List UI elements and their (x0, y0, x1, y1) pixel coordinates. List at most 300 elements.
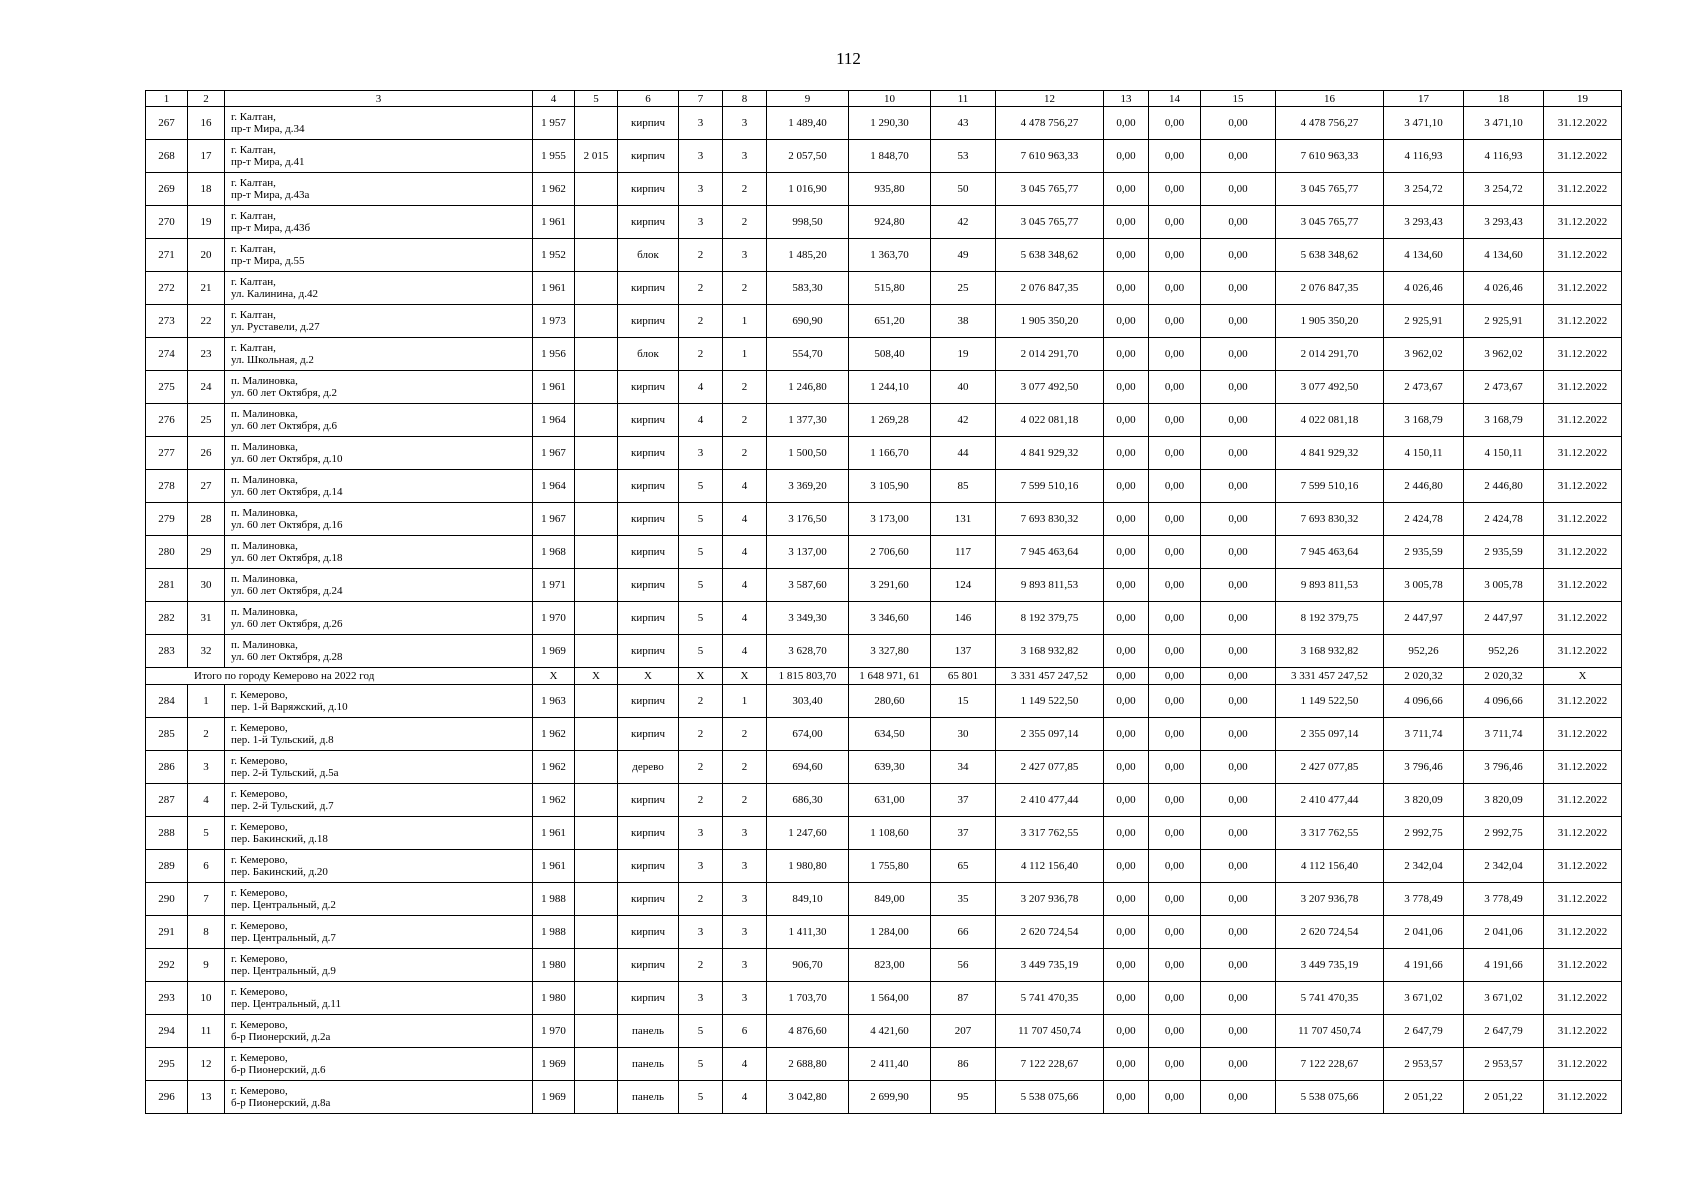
table-cell: 3 168,79 (1384, 404, 1464, 437)
table-cell: 0,00 (1201, 338, 1276, 371)
table-cell: 508,40 (849, 338, 931, 371)
table-cell: 1 964 (533, 470, 575, 503)
table-cell: 31.12.2022 (1544, 338, 1622, 371)
table-cell: 278 (146, 470, 188, 503)
table-cell: 3 293,43 (1384, 206, 1464, 239)
table-cell: 5 538 075,66 (1276, 1081, 1384, 1114)
table-cell: 31.12.2022 (1544, 784, 1622, 817)
table-cell: 0,00 (1201, 140, 1276, 173)
address-line: г. Кемерово, (231, 953, 288, 965)
table-cell: 31.12.2022 (1544, 916, 1622, 949)
table-cell: 0,00 (1104, 817, 1149, 850)
address-line: г. Кемерово, (231, 722, 288, 734)
address-cell (225, 107, 533, 140)
address-cell (225, 140, 533, 173)
table-cell: 30 (188, 569, 225, 602)
address-line: пер. 1-й Варяжский, д.10 (231, 701, 348, 713)
table-cell: 2 057,50 (767, 140, 849, 173)
table-cell: 1 961 (533, 206, 575, 239)
address-line: г. Калтан, (231, 111, 276, 123)
address-line: ул. Калинина, д.42 (231, 288, 318, 300)
column-number-cell: 6 (618, 91, 679, 107)
table-cell: 2 014 291,70 (1276, 338, 1384, 371)
address-line: пер. 2-й Тульский, д.7 (231, 800, 334, 812)
address-cell (225, 206, 533, 239)
table-cell: 1 166,70 (849, 437, 931, 470)
address-cell (225, 569, 533, 602)
table-cell: 131 (931, 503, 996, 536)
table-cell: 9 893 811,53 (996, 569, 1104, 602)
table-row (146, 107, 1622, 140)
table-cell: 4 (723, 470, 767, 503)
address-line: г. Калтан, (231, 210, 276, 222)
table-cell: 0,00 (1149, 718, 1201, 751)
table-cell: 7 945 463,64 (1276, 536, 1384, 569)
table-cell: 0,00 (1201, 272, 1276, 305)
table-cell: 4 112 156,40 (996, 850, 1104, 883)
table-cell: 31.12.2022 (1544, 173, 1622, 206)
address-cell (225, 916, 533, 949)
table-cell: 0,00 (1149, 916, 1201, 949)
table-cell: 849,00 (849, 883, 931, 916)
table-cell: 3 711,74 (1464, 718, 1544, 751)
address-line: пер. Центральный, д.2 (231, 899, 336, 911)
table-cell: 31.12.2022 (1544, 1015, 1622, 1048)
column-number-cell: 14 (1149, 91, 1201, 107)
table-cell: 1 016,90 (767, 173, 849, 206)
table-cell: 0,00 (1149, 371, 1201, 404)
table-cell: 5 638 348,62 (996, 239, 1104, 272)
address-cell (225, 239, 533, 272)
table-cell: 0,00 (1104, 916, 1149, 949)
table-cell: 3 331 457 247,52 (996, 668, 1104, 685)
table-cell: 1 246,80 (767, 371, 849, 404)
table-row (146, 437, 1622, 470)
table-cell: 0,00 (1201, 850, 1276, 883)
table-cell: 271 (146, 239, 188, 272)
table-cell: 17 (188, 140, 225, 173)
table-cell: 3 077 492,50 (996, 371, 1104, 404)
table-cell: 2 076 847,35 (996, 272, 1104, 305)
table-cell: 0,00 (1104, 173, 1149, 206)
address-cell (225, 982, 533, 1015)
table-cell: 1 962 (533, 751, 575, 784)
table-cell: 1 269,28 (849, 404, 931, 437)
table-cell: 37 (931, 784, 996, 817)
table-cell: 2 (723, 173, 767, 206)
address-line: г. Кемерово, (231, 755, 288, 767)
table-cell: 5 (679, 569, 723, 602)
address-line: пр-т Мира, д.34 (231, 123, 305, 135)
table-row (146, 173, 1622, 206)
address-line: ул. Руставели, д.27 (231, 321, 320, 333)
table-cell: 690,90 (767, 305, 849, 338)
table-cell: 22 (188, 305, 225, 338)
table-cell: 44 (931, 437, 996, 470)
table-cell: 3 820,09 (1464, 784, 1544, 817)
table-cell (575, 949, 618, 982)
table-cell: 1 961 (533, 371, 575, 404)
address-line: п. Малиновка, (231, 441, 298, 453)
table-cell: 0,00 (1201, 470, 1276, 503)
table-cell: 1 815 803,70 (767, 668, 849, 685)
table-cell: 0,00 (1149, 140, 1201, 173)
table-cell: 3 449 735,19 (1276, 949, 1384, 982)
table-cell: 42 (931, 404, 996, 437)
table-cell: 2 020,32 (1384, 668, 1464, 685)
table-cell: 0,00 (1149, 239, 1201, 272)
table-cell: 3 254,72 (1384, 173, 1464, 206)
table-cell: 0,00 (1201, 437, 1276, 470)
table-cell: 0,00 (1104, 536, 1149, 569)
address-cell (225, 338, 533, 371)
table-cell: 2 015 (575, 140, 618, 173)
table-cell: 0,00 (1104, 404, 1149, 437)
table-cell: 5 (679, 470, 723, 503)
table-cell: 3 471,10 (1384, 107, 1464, 140)
table-cell: 0,00 (1149, 305, 1201, 338)
address-cell (225, 784, 533, 817)
table-cell: 43 (931, 107, 996, 140)
table-cell: кирпич (618, 404, 679, 437)
address-cell (225, 1048, 533, 1081)
table-cell: 3 (679, 982, 723, 1015)
address-cell (225, 817, 533, 850)
address-cell (225, 635, 533, 668)
table-cell: 19 (188, 206, 225, 239)
table-cell: 146 (931, 602, 996, 635)
address-line: г. Калтан, (231, 144, 276, 156)
table-cell: 3 077 492,50 (1276, 371, 1384, 404)
table-cell: 3 (679, 206, 723, 239)
address-line: б-р Пионерский, д.2а (231, 1031, 331, 1043)
address-line: пр-т Мира, д.43а (231, 189, 310, 201)
table-cell: 65 (931, 850, 996, 883)
table-cell: 0,00 (1201, 784, 1276, 817)
table-cell: 7 599 510,16 (996, 470, 1104, 503)
table-cell: 1 149 522,50 (1276, 685, 1384, 718)
table-cell: 5 638 348,62 (1276, 239, 1384, 272)
column-number-cell: 17 (1384, 91, 1464, 107)
table-cell: кирпич (618, 916, 679, 949)
table-cell: 95 (931, 1081, 996, 1114)
table-cell: 1 905 350,20 (996, 305, 1104, 338)
address-line: пр-т Мира, д.41 (231, 156, 305, 168)
table-cell: 0,00 (1201, 1015, 1276, 1048)
column-number-row (146, 91, 1622, 107)
table-cell: 0,00 (1149, 338, 1201, 371)
address-cell (225, 751, 533, 784)
table-cell: 5 (679, 635, 723, 668)
table-cell: 3 (723, 239, 767, 272)
address-line: п. Малиновка, (231, 540, 298, 552)
address-line: г. Кемерово, (231, 986, 288, 998)
table-cell: 1 969 (533, 635, 575, 668)
table-cell: 0,00 (1149, 173, 1201, 206)
table-cell: 2 076 847,35 (1276, 272, 1384, 305)
table-cell: 0,00 (1104, 140, 1149, 173)
table-cell: 0,00 (1104, 569, 1149, 602)
address-line: г. Калтан, (231, 276, 276, 288)
table-row (146, 371, 1622, 404)
table-cell: 0,00 (1201, 371, 1276, 404)
table-row (146, 1015, 1622, 1048)
table-cell: 1 952 (533, 239, 575, 272)
table-cell: 634,50 (849, 718, 931, 751)
table-cell: 2 410 477,44 (1276, 784, 1384, 817)
table-cell: 1 363,70 (849, 239, 931, 272)
table-cell: кирпич (618, 173, 679, 206)
table-cell: 3 (723, 140, 767, 173)
address-cell (225, 536, 533, 569)
table-cell: 3 (679, 107, 723, 140)
table-cell: 1 971 (533, 569, 575, 602)
table-cell: 2 688,80 (767, 1048, 849, 1081)
table-cell: 207 (931, 1015, 996, 1048)
table-row (146, 206, 1622, 239)
table-cell: 3 176,50 (767, 503, 849, 536)
table-cell (575, 883, 618, 916)
table-cell: 31.12.2022 (1544, 635, 1622, 668)
table-cell: 1 247,60 (767, 817, 849, 850)
table-cell: 0,00 (1149, 635, 1201, 668)
table-cell: 0,00 (1104, 668, 1149, 685)
address-line: г. Кемерово, (231, 689, 288, 701)
table-cell (575, 470, 618, 503)
table-cell: кирпич (618, 883, 679, 916)
table-cell: 13 (188, 1081, 225, 1114)
table-cell: 4 (723, 569, 767, 602)
table-cell: 3 (679, 850, 723, 883)
table-cell: 2 953,57 (1464, 1048, 1544, 1081)
table-cell: 2 424,78 (1384, 503, 1464, 536)
table-cell (575, 1048, 618, 1081)
address-line: б-р Пионерский, д.8а (231, 1097, 331, 1109)
table-cell: 1 (723, 305, 767, 338)
table-cell: 3 (723, 817, 767, 850)
table-cell: 0,00 (1201, 751, 1276, 784)
table-cell: 2 051,22 (1384, 1081, 1464, 1114)
table-cell: 21 (188, 272, 225, 305)
table-cell: 3 005,78 (1464, 569, 1544, 602)
table-cell: 1 500,50 (767, 437, 849, 470)
table-cell: 4 096,66 (1384, 685, 1464, 718)
column-number-cell: 10 (849, 91, 931, 107)
table-cell: 1 (723, 338, 767, 371)
table-cell: 31.12.2022 (1544, 883, 1622, 916)
address-cell (225, 685, 533, 718)
table-cell: 1 961 (533, 817, 575, 850)
table-cell: 2 446,80 (1384, 470, 1464, 503)
address-cell (225, 602, 533, 635)
table-cell: 27 (188, 470, 225, 503)
table-cell: 0,00 (1201, 404, 1276, 437)
table-cell: 31.12.2022 (1544, 470, 1622, 503)
table-cell (575, 1081, 618, 1114)
table-cell: 3 (723, 107, 767, 140)
table-cell: кирпич (618, 536, 679, 569)
table-cell: 56 (931, 949, 996, 982)
table-cell: 3 449 735,19 (996, 949, 1104, 982)
table-cell: 3 331 457 247,52 (1276, 668, 1384, 685)
table-cell: кирпич (618, 437, 679, 470)
table-cell: 0,00 (1104, 850, 1149, 883)
table-cell: панель (618, 1081, 679, 1114)
table-cell: 3 (679, 916, 723, 949)
table-cell: 18 (188, 173, 225, 206)
table-cell: 31.12.2022 (1544, 503, 1622, 536)
table-row (146, 635, 1622, 668)
table-cell: 137 (931, 635, 996, 668)
table-cell: 2 992,75 (1464, 817, 1544, 850)
table-cell: 1 980 (533, 949, 575, 982)
address-line: п. Малиновка, (231, 408, 298, 420)
table-cell: 286 (146, 751, 188, 784)
table-cell: 290 (146, 883, 188, 916)
table-cell: 3 045 765,77 (1276, 173, 1384, 206)
column-number-cell: 13 (1104, 91, 1149, 107)
table-cell: 3 (723, 916, 767, 949)
table-cell (575, 272, 618, 305)
table-cell: 7 122 228,67 (996, 1048, 1104, 1081)
table-cell: 4 134,60 (1464, 239, 1544, 272)
table-cell: 1 980 (533, 982, 575, 1015)
table-cell: 4 (723, 1048, 767, 1081)
table-cell: 1 962 (533, 718, 575, 751)
table-cell: 10 (188, 982, 225, 1015)
table-cell: 25 (931, 272, 996, 305)
table-cell (575, 503, 618, 536)
table-cell: 3 671,02 (1384, 982, 1464, 1015)
address-line: п. Малиновка, (231, 474, 298, 486)
table-cell: 2 992,75 (1384, 817, 1464, 850)
table-cell: 0,00 (1201, 602, 1276, 635)
table-cell: 906,70 (767, 949, 849, 982)
table-cell: 3 045 765,77 (1276, 206, 1384, 239)
table-cell: 651,20 (849, 305, 931, 338)
table-cell: 279 (146, 503, 188, 536)
table-cell: 3 (679, 173, 723, 206)
table-cell: 2 647,79 (1464, 1015, 1544, 1048)
table-cell: 3 471,10 (1464, 107, 1544, 140)
address-cell (225, 173, 533, 206)
table-cell: 270 (146, 206, 188, 239)
table-cell: 3 369,20 (767, 470, 849, 503)
table-cell: 0,00 (1104, 107, 1149, 140)
table-cell: 0,00 (1104, 602, 1149, 635)
table-cell: 0,00 (1104, 272, 1149, 305)
table-row (146, 140, 1622, 173)
column-number-cell: 5 (575, 91, 618, 107)
table-cell: 276 (146, 404, 188, 437)
table-cell: 0,00 (1201, 883, 1276, 916)
table-cell: 31 (188, 602, 225, 635)
table-cell: 0,00 (1149, 503, 1201, 536)
table-row (146, 718, 1622, 751)
table-cell: 0,00 (1104, 437, 1149, 470)
address-line: пер. Центральный, д.9 (231, 965, 336, 977)
table-cell (575, 569, 618, 602)
table-cell: 53 (931, 140, 996, 173)
table-cell: 0,00 (1149, 685, 1201, 718)
table-cell: 2 (723, 751, 767, 784)
table-row (146, 685, 1622, 718)
table-cell: 1 970 (533, 1015, 575, 1048)
table-cell (575, 602, 618, 635)
address-line: п. Малиновка, (231, 507, 298, 519)
table-cell: 3 005,78 (1384, 569, 1464, 602)
table-cell: 4 841 929,32 (996, 437, 1104, 470)
table-cell: 0,00 (1149, 437, 1201, 470)
table-cell: 2 706,60 (849, 536, 931, 569)
table-cell (575, 916, 618, 949)
table-cell: 0,00 (1104, 1015, 1149, 1048)
table-cell: 0,00 (1104, 305, 1149, 338)
table-cell: 280 (146, 536, 188, 569)
table-cell: 3 (679, 817, 723, 850)
table-cell: X (723, 668, 767, 685)
table-cell: 4 191,66 (1384, 949, 1464, 982)
table-cell: 0,00 (1149, 1015, 1201, 1048)
table-cell: 1 988 (533, 883, 575, 916)
table-cell: 2 935,59 (1384, 536, 1464, 569)
table-cell: 0,00 (1201, 635, 1276, 668)
column-number-cell: 7 (679, 91, 723, 107)
table-cell: кирпич (618, 371, 679, 404)
table-cell: 8 192 379,75 (1276, 602, 1384, 635)
address-line: г. Кемерово, (231, 821, 288, 833)
column-number-cell: 12 (996, 91, 1104, 107)
address-line: г. Кемерово, (231, 854, 288, 866)
table-cell: 2 935,59 (1464, 536, 1544, 569)
table-cell: 268 (146, 140, 188, 173)
table-cell: 38 (931, 305, 996, 338)
table-cell: 4 150,11 (1384, 437, 1464, 470)
table-cell: 272 (146, 272, 188, 305)
address-line: г. Кемерово, (231, 887, 288, 899)
table-cell: 2 473,67 (1384, 371, 1464, 404)
address-cell (225, 305, 533, 338)
table-cell: 6 (723, 1015, 767, 1048)
table-cell: 935,80 (849, 173, 931, 206)
table-cell: 12 (188, 1048, 225, 1081)
table-cell: 35 (931, 883, 996, 916)
table-cell: 3 796,46 (1384, 751, 1464, 784)
table-cell: X (618, 668, 679, 685)
table-cell: 3 045 765,77 (996, 206, 1104, 239)
table-cell: 5 (679, 602, 723, 635)
column-number-cell: 15 (1201, 91, 1276, 107)
table-cell: 3 168,79 (1464, 404, 1544, 437)
table-cell: 4 191,66 (1464, 949, 1544, 982)
table-cell: 1 955 (533, 140, 575, 173)
table-cell: 2 (723, 371, 767, 404)
table-cell: 31.12.2022 (1544, 272, 1622, 305)
table-cell (575, 404, 618, 437)
address-line: б-р Пионерский, д.6 (231, 1064, 326, 1076)
table-cell: 3 (723, 949, 767, 982)
address-line: ул. 60 лет Октября, д.6 (231, 420, 338, 432)
column-number-cell: 18 (1464, 91, 1544, 107)
table-cell: 2 (679, 305, 723, 338)
table-cell: 3 207 936,78 (996, 883, 1104, 916)
table-cell: 4 (188, 784, 225, 817)
address-line: пер. Центральный, д.11 (231, 998, 342, 1010)
table-cell: 3 (679, 140, 723, 173)
column-number-cell: 9 (767, 91, 849, 107)
table-cell: 4 841 929,32 (1276, 437, 1384, 470)
table-cell: 3 291,60 (849, 569, 931, 602)
